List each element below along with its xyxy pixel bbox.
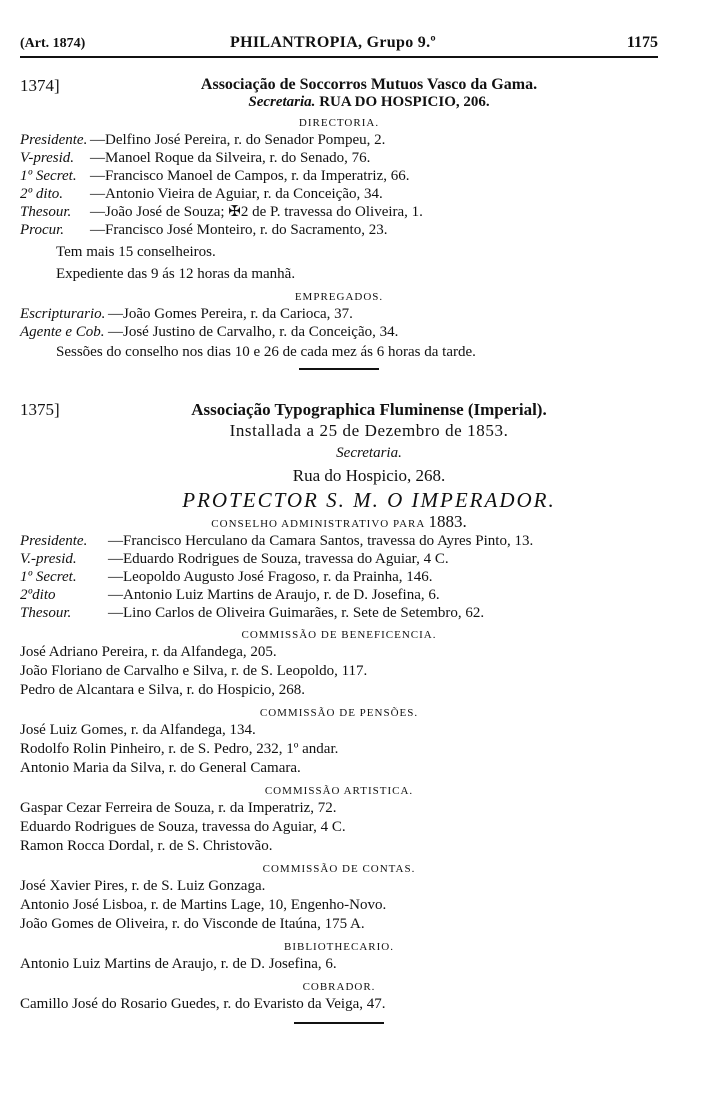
header-rule [20, 56, 658, 58]
contas-list [20, 877, 658, 934]
member-details: —Manoel Roque da Silveira, r. do Senado, 76. [90, 149, 371, 166]
member-details: —Antonio Luiz Martins de Araujo, r. de D. Josefina, 6. [108, 586, 440, 603]
beneficencia-heading: COMMISSÃO DE BENEFICENCIA. [241, 628, 437, 641]
beneficencia-item: José Adriano Pereira, r. da Alfandega, 205. [20, 643, 277, 660]
artistica-item: Ramon Rocca Dordal, r. de S. Christovão. [20, 837, 273, 854]
conselho-year: 1883. [428, 511, 467, 531]
pensoes-heading: COMMISSÃO DE PENSÕES. [259, 706, 419, 719]
member-details: —Delfino José Pereira, r. do Senador Pompeu, 2. [90, 131, 386, 148]
member-details: —Francisco Manoel de Campos, r. da Imperatriz, 66. [90, 167, 410, 184]
directoria-row [20, 203, 658, 221]
contas-item: João Gomes de Oliveira, r. do Visconde de Itaúna, 175 A. [20, 915, 365, 932]
protector-line: PROTECTOR S. M. O IMPERADOR. [182, 487, 556, 512]
beneficencia-list [20, 643, 658, 700]
artistica-heading: COMMISSÃO ARTISTICA. [264, 784, 414, 797]
role-label: Presidente. [20, 131, 88, 148]
conselho-heading [20, 511, 658, 532]
entry-1374 [20, 76, 658, 370]
conselho-row [20, 532, 658, 550]
entry-title: Associação de Soccorros Mutuos Vasco da Gama. [200, 76, 538, 93]
empregados-heading: EMPREGADOS. [294, 290, 384, 303]
entry-number: 1374] [20, 76, 60, 95]
conselho-list [20, 532, 658, 622]
conselheiros-note: Tem mais 15 conselheiros. [56, 243, 216, 260]
entry-number: 1375] [20, 399, 60, 419]
member-details: —Antonio Vieira de Aguiar, r. da Conceição, 34. [90, 185, 383, 202]
directoria-row [20, 131, 658, 149]
pensoes-item: José Luiz Gomes, r. da Alfandega, 134. [20, 721, 256, 738]
contas-heading: COMMISSÃO DE CONTAS. [262, 862, 416, 875]
conselho-row [20, 604, 658, 622]
directoria-row [20, 185, 658, 203]
conselho-row [20, 586, 658, 604]
member-details: —José Justino de Carvalho, r. da Conceição, 34. [108, 323, 399, 340]
expediente-note: Expediente das 9 ás 12 horas da manhã. [56, 265, 296, 282]
directoria-list [20, 131, 658, 239]
contas-item: Antonio José Lisboa, r. de Martins Lage, 10, Engenho-Novo. [20, 896, 387, 913]
directoria-row [20, 221, 658, 239]
role-label: Escripturario. [20, 305, 106, 322]
entry-1375 [20, 400, 658, 1024]
contas-item: José Xavier Pires, r. de S. Luiz Gonzaga. [20, 877, 266, 894]
secretaria-label: Secretaria. [336, 444, 402, 461]
role-label: Agente e Cob. [20, 323, 105, 340]
role-label: Presidente. [20, 532, 88, 549]
artistica-item: Eduardo Rodrigues de Souza, travessa do Aguiar, 4 C. [20, 818, 346, 835]
role-label: 1º Secret. [20, 568, 77, 585]
directoria-heading: DIRECTORIA. [298, 116, 380, 129]
member-details: —Francisco Herculano da Camara Santos, travessa do Ayres Pinto, 13. [108, 532, 534, 549]
secretaria-label: Secretaria. [248, 94, 316, 111]
beneficencia-item: Pedro de Alcantara e Silva, r. do Hospicio, 268. [20, 681, 305, 698]
member-details: —Eduardo Rodrigues de Souza, travessa do Aguiar, 4 C. [108, 550, 449, 567]
section-divider [299, 368, 379, 370]
cobrador-entry: Camillo José do Rosario Guedes, r. do Evaristo da Veiga, 47. [20, 995, 386, 1012]
secretaria-address: RUA DO HOSPICIO, 206. [319, 94, 490, 111]
installada-line: Installada a 25 de Dezembro de 1853. [229, 421, 509, 441]
empregado-row [20, 305, 658, 323]
directoria-row [20, 167, 658, 185]
role-label: 1º Secret. [20, 167, 77, 184]
role-label: Procur. [20, 221, 65, 238]
artistica-item: Gaspar Cezar Ferreira de Souza, r. da Imperatriz, 72. [20, 799, 337, 816]
pensoes-item: Antonio Maria da Silva, r. do General Camara. [20, 759, 301, 776]
conselho-heading-text: CONSELHO ADMINISTRATIVO PARA [211, 517, 425, 530]
header-section-title: PHILANTROPIA, Grupo 9.º [230, 34, 436, 51]
cobrador-heading: COBRADOR. [302, 980, 376, 993]
member-details: —João Gomes Pereira, r. da Carioca, 37. [108, 305, 353, 322]
directoria-row [20, 149, 658, 167]
secretaria-address: Rua do Hospicio, 268. [292, 465, 446, 485]
member-details: —João José de Souza; ✠2 de P. travessa do Oliveira, 1. [90, 203, 423, 220]
pensoes-item: Rodolfo Rolin Pinheiro, r. de S. Pedro, 232, 1º andar. [20, 740, 339, 757]
member-details: —Lino Carlos de Oliveira Guimarães, r. Sete de Setembro, 62. [108, 604, 485, 621]
bibliothecario-entry: Antonio Luiz Martins de Araujo, r. de D. Josefina, 6. [20, 955, 337, 972]
role-label: V-presid. [20, 149, 75, 166]
end-divider [294, 1022, 384, 1024]
role-label: 2ºdito [20, 586, 56, 603]
entry-title: Associação Typographica Fluminense (Imperial). [191, 399, 547, 419]
member-details: —Francisco José Monteiro, r. do Sacramento, 23. [90, 221, 388, 238]
sessoes-note: Sessões do conselho nos dias 10 e 26 de cada mez ás 6 horas da tarde. [56, 343, 476, 360]
role-label: V.-presid. [20, 550, 77, 567]
running-header [20, 34, 658, 56]
beneficencia-item: João Floriano de Carvalho e Silva, r. de S. Leopoldo, 117. [20, 662, 368, 679]
role-label: 2º dito. [20, 185, 63, 202]
secretaria-line [20, 94, 658, 111]
empregados-list [20, 305, 658, 341]
page [20, 34, 658, 1024]
pensoes-list [20, 721, 658, 778]
header-page-number: 1175 [626, 34, 658, 51]
artistica-list [20, 799, 658, 856]
conselho-row [20, 568, 658, 586]
empregado-row [20, 323, 658, 341]
conselho-row [20, 550, 658, 568]
member-details: —Leopoldo Augusto José Fragoso, r. da Prainha, 146. [108, 568, 433, 585]
header-article-range: (Art. 1874) [20, 36, 86, 51]
role-label: Thesour. [20, 604, 72, 621]
role-label: Thesour. [20, 203, 72, 220]
bibliothecario-heading: BIBLIOTHECARIO. [283, 940, 395, 953]
